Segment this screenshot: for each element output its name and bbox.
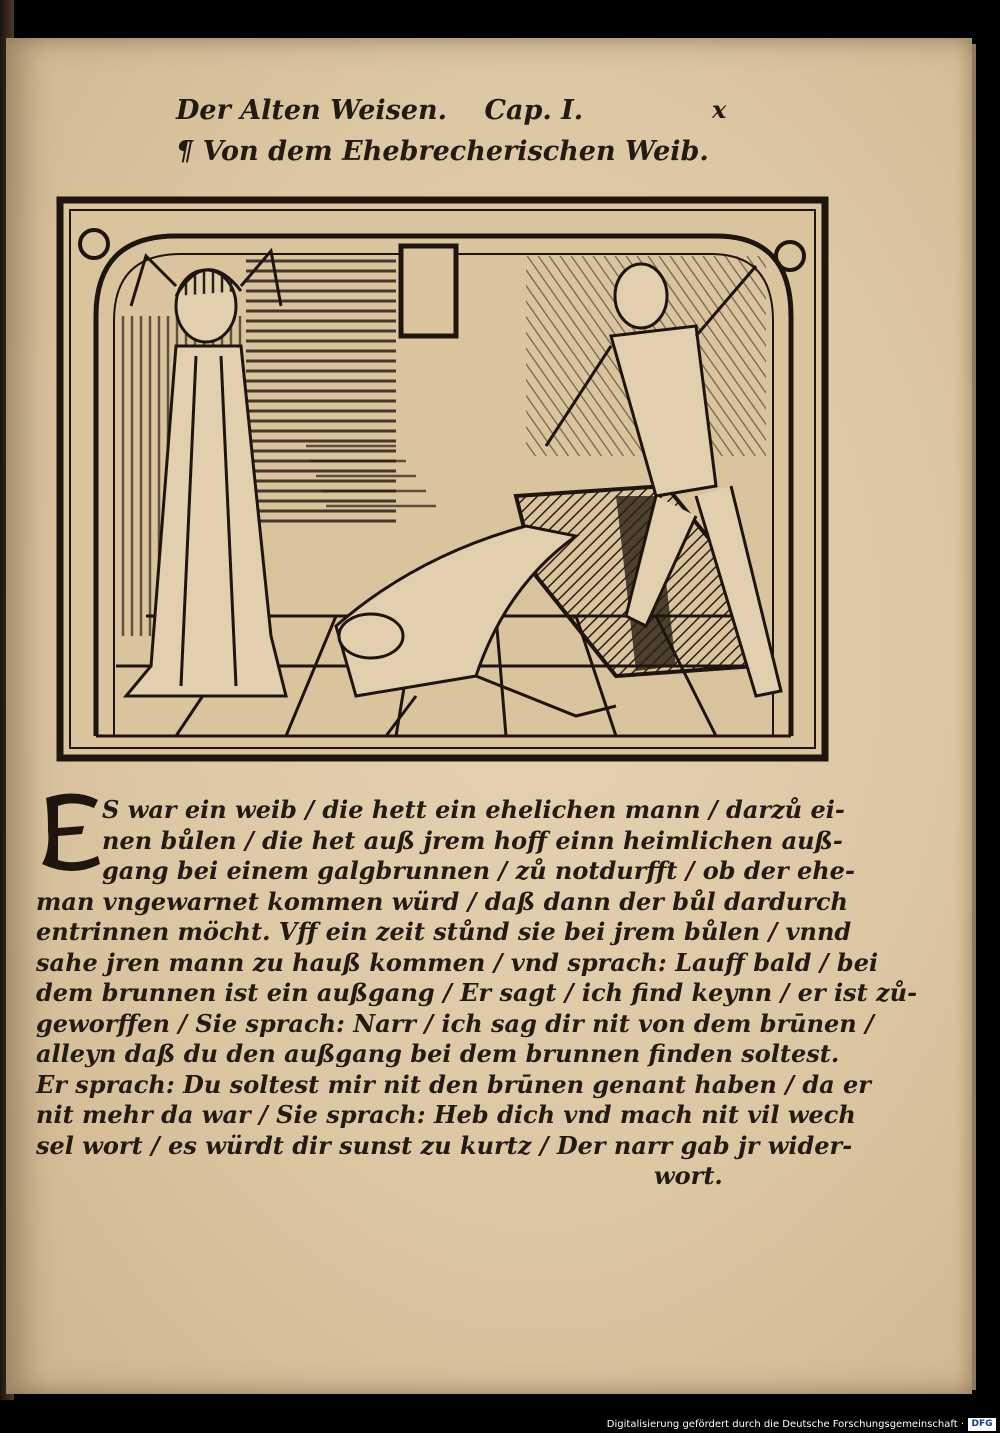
text-line: nen bůlen / die het auß jrem hoff einn heimlichen auß- — [102, 825, 843, 855]
text-line: nit mehr da war / Sie sprach: Heb dich vnd mach nit vil wech — [36, 1100, 856, 1129]
running-head-title: Der Alten Weisen. — [176, 95, 448, 126]
text-line: Er sprach: Du soltest mir nit den brūnen genant haben / da er — [36, 1069, 871, 1099]
funding-credit: Digitalisierung gefördert durch die Deutsche Forschungsgemeinschaft · — [606, 1419, 964, 1430]
dfg-logo-icon: DFG — [968, 1418, 996, 1431]
folio-number: x — [712, 95, 727, 124]
body-text — [36, 795, 855, 887]
text-line: entrinnen möcht. Vff ein zeit stůnd sie bei jrem bůlen / vnnd — [36, 917, 852, 946]
dropcap-letter: E — [71, 842, 79, 853]
text-line: S war ein weib / die hett ein ehelichen mann / darzů ei- — [102, 795, 845, 824]
text-line: gang bei einem galgbrunnen / zů notdurfft / ob der ehe- — [102, 856, 855, 885]
text-line: man vngewarnet kommen würd / daß dann der bůl dardurch — [36, 886, 848, 916]
section-title: ¶ Von dem Ehebrecherischen Weib. — [176, 136, 709, 167]
text-line: sahe jren mann zu hauß kommen / vnd sprach: Lauff bald / bei — [36, 947, 879, 977]
text-line: geworffen / Sie sprach: Narr / ich sag dir nit von dem brūnen / — [36, 1008, 874, 1038]
text-line: wort. — [654, 1161, 723, 1190]
text-line: sel wort / es würdt dir sunst zu kurtz / Der narr gab jr wider- — [36, 1130, 853, 1160]
page-edge — [972, 44, 976, 1390]
running-head — [176, 95, 583, 126]
text-line: dem brunnen ist ein außgang / Er sagt / ich find keynn / er ist zů- — [36, 978, 918, 1007]
running-head-chapter: Cap. I. — [484, 95, 584, 126]
woodcut-illustration — [56, 196, 829, 762]
body-text-continued — [36, 886, 918, 1192]
text-line: alleyn daß du den außgang bei dem brunnen finden soltest. — [36, 1039, 840, 1068]
